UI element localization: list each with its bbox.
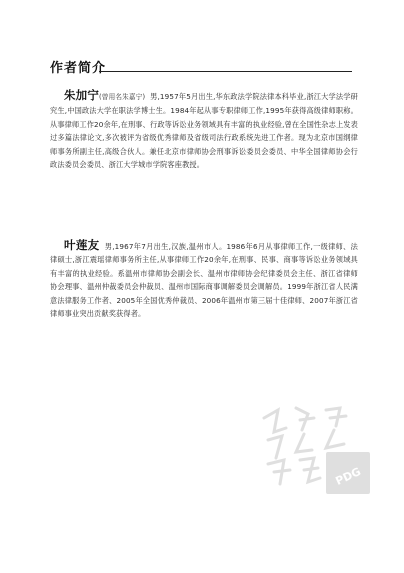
author-alias-1: (曾用名朱嘉宁): [99, 93, 146, 101]
author-name-1: 朱加宁: [64, 88, 100, 102]
watermark-text: PDG: [333, 465, 363, 488]
section-title: 作者简介: [50, 61, 107, 76]
author-bio-2: [50, 239, 358, 320]
author-bio-1: [50, 89, 358, 171]
author-text-1: 男,1957年5月出生,华东政法学院法律本科毕业,浙江大学法学研究生,中国政法大学在职法学博士生。1984年起从事专职律师工作,1995年获得高级律师职称。从事律师工作20余年,在刑事、行政等诉讼业务领域具有丰富的执业经验,曾在全国性杂志上发表过多篇法律论文,多次被评为省级优秀律师及省级司法行政系统先进工作者。现为北京市国纲律师事务所副主任,高级合伙人。兼任北京市律师协会刑事诉讼委员会委员、中华全国律师协会行政法委员会委员、浙江大学城市学院客座教授。: [50, 92, 358, 170]
title-rule: [99, 71, 352, 72]
library-stamp-watermark: [256, 400, 374, 500]
author-name-2: 叶莲友: [64, 238, 100, 252]
author-text-2: 男,1967年7月出生,汉族,温州市人。1986年6月从事律师工作,一级律师、法律硕士,浙江震瑶律师事务所主任,从事律师工作20余年,在刑事、民事、商事等诉讼业务领域具有丰富的执业经验。系温州市律师协会副会长、温州市律师协会纪律委员会主任、浙江省律师协会理事、温州仲裁委员会仲裁员、温州市国际商事调解委员会调解员。1999年浙江省人民满意法律服务工作者、2005年全国优秀仲裁员、2006年温州市第三届十佳律师、2007年浙江省律师事业突出贡献奖获得者。: [50, 242, 359, 319]
